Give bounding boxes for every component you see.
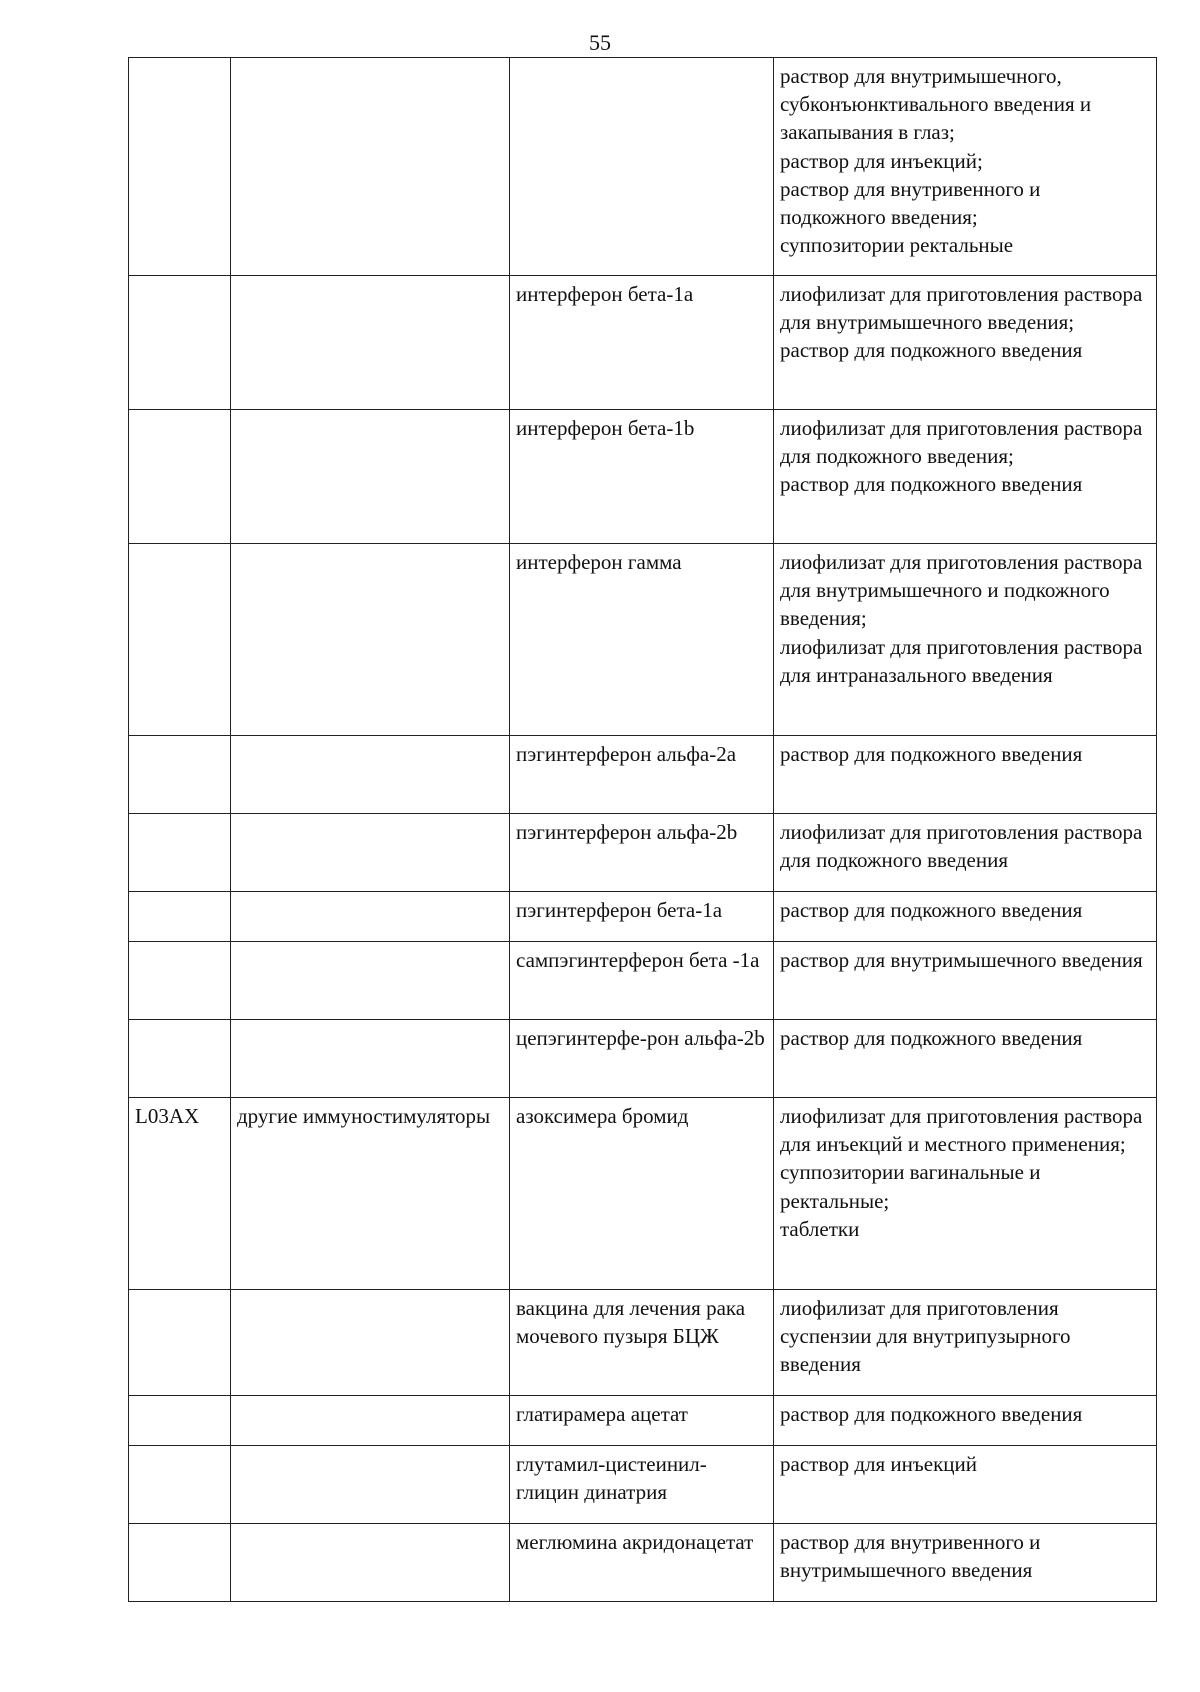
dosage-form-cell: раствор для подкожного введения — [774, 736, 1157, 814]
atc-code-cell — [129, 1446, 231, 1524]
dosage-form-cell: раствор для внутривенного и внутримышечного введения — [774, 1524, 1157, 1602]
drug-cell: интерферон бета-1b — [510, 410, 774, 544]
group-cell — [231, 1290, 510, 1396]
dosage-form-cell: раствор для подкожного введения — [774, 892, 1157, 942]
drug-cell — [510, 58, 774, 276]
table-row — [129, 736, 1157, 814]
dosage-form-cell: лиофилизат для приготовления раствора для инъекций и местного применения; суппозитории вагинальные и ректальные; таблетки — [774, 1098, 1157, 1290]
drug-cell: сампэгинтерферон бета -1a — [510, 942, 774, 1020]
group-cell — [231, 1446, 510, 1524]
group-cell — [231, 736, 510, 814]
atc-code-cell — [129, 892, 231, 942]
atc-code-cell — [129, 736, 231, 814]
group-cell — [231, 410, 510, 544]
dosage-form-cell: лиофилизат для приготовления суспензии для внутрипузырного введения — [774, 1290, 1157, 1396]
group-cell: другие иммуностимуляторы — [231, 1098, 510, 1290]
drug-cell: меглюмина акридонацетат — [510, 1524, 774, 1602]
dosage-form-cell: лиофилизат для приготовления раствора для внутримышечного введения; раствор для подкожного введения — [774, 276, 1157, 410]
atc-code-cell — [129, 1396, 231, 1446]
dosage-form-cell: раствор для подкожного введения — [774, 1020, 1157, 1098]
atc-code-cell — [129, 276, 231, 410]
dosage-form-cell: раствор для подкожного введения — [774, 1396, 1157, 1446]
table-row — [129, 1098, 1157, 1290]
group-cell — [231, 892, 510, 942]
atc-code-cell — [129, 410, 231, 544]
dosage-form-cell: лиофилизат для приготовления раствора для подкожного введения; раствор для подкожного введения — [774, 410, 1157, 544]
drug-cell: вакцина для лечения рака мочевого пузыря БЦЖ — [510, 1290, 774, 1396]
dosage-form-cell: раствор для инъекций — [774, 1446, 1157, 1524]
page-number: 55 — [589, 30, 611, 55]
group-cell — [231, 942, 510, 1020]
table-row — [129, 814, 1157, 892]
group-cell — [231, 58, 510, 276]
drug-cell: азоксимера бромид — [510, 1098, 774, 1290]
group-cell — [231, 1524, 510, 1602]
table-row — [129, 1396, 1157, 1446]
group-cell — [231, 1396, 510, 1446]
table-row — [129, 544, 1157, 736]
table-row — [129, 1290, 1157, 1396]
atc-code-cell — [129, 1290, 231, 1396]
group-cell — [231, 544, 510, 736]
drug-cell: цепэгинтерфе-рон альфа-2b — [510, 1020, 774, 1098]
atc-code-cell: L03AX — [129, 1098, 231, 1290]
drug-cell: пэгинтерферон альфа-2b — [510, 814, 774, 892]
dosage-form-cell: раствор для внутримышечного, субконъюнктивального введения и закапывания в глаз; раствор для инъекций; раствор для внутривенного и подкожного введения; суппозитории ректальные — [774, 58, 1157, 276]
table-row — [129, 58, 1157, 276]
drug-cell: интерферон гамма — [510, 544, 774, 736]
table-row — [129, 892, 1157, 942]
dosage-form-cell: лиофилизат для приготовления раствора для подкожного введения — [774, 814, 1157, 892]
atc-code-cell — [129, 1020, 231, 1098]
table-row — [129, 1020, 1157, 1098]
table-row — [129, 410, 1157, 544]
drug-cell: пэгинтерферон альфа-2a — [510, 736, 774, 814]
group-cell — [231, 276, 510, 410]
atc-code-cell — [129, 814, 231, 892]
table-row — [129, 1524, 1157, 1602]
group-cell — [231, 1020, 510, 1098]
table-row — [129, 276, 1157, 410]
group-cell — [231, 814, 510, 892]
table-row — [129, 1446, 1157, 1524]
atc-code-cell — [129, 544, 231, 736]
drug-cell: пэгинтерферон бета-1a — [510, 892, 774, 942]
dosage-form-cell: лиофилизат для приготовления раствора для внутримышечного и подкожного введения; лиофилизат для приготовления раствора для интраназального введения — [774, 544, 1157, 736]
table-row — [129, 942, 1157, 1020]
atc-code-cell — [129, 58, 231, 276]
drug-cell: интерферон бета-1a — [510, 276, 774, 410]
drug-cell: глутамил-цистеинил-глицин динатрия — [510, 1446, 774, 1524]
atc-code-cell — [129, 942, 231, 1020]
dosage-form-cell: раствор для внутримышечного введения — [774, 942, 1157, 1020]
atc-code-cell — [129, 1524, 231, 1602]
drug-table — [128, 57, 1157, 1602]
drug-cell: глатирамера ацетат — [510, 1396, 774, 1446]
